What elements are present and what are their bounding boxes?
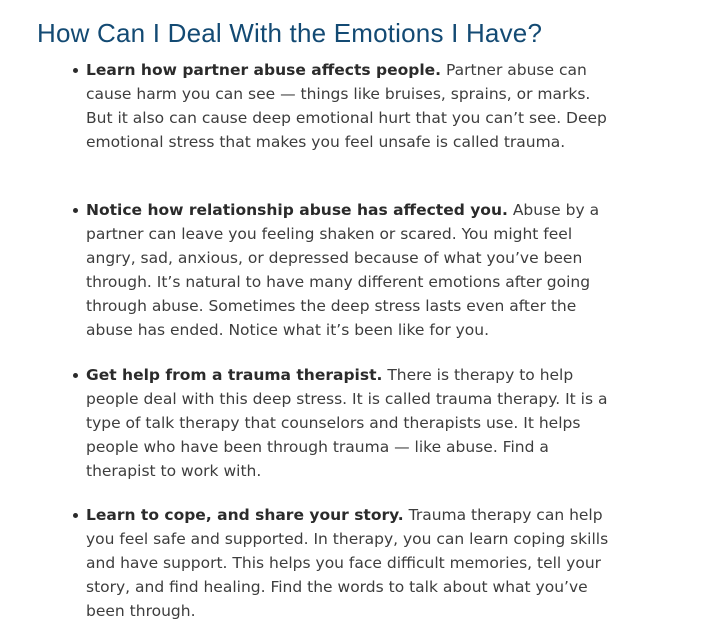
- item-body: Trauma therapy can help you feel safe and supported. In therapy, you can learn coping skills and have support. This helps you face difficult memories, tell your story, and find healing. Find the words to talk about what you’ve been through.: [86, 506, 609, 620]
- item-body: Abuse by a partner can leave you feeling shaken or scared. You might feel angry, sad, anxious, or depressed because of what you’ve been through. It’s natural to have many different emotions after going through abuse. Sometimes the deep stress lasts even after the abuse has ended. Notice what it’s been like for you.: [86, 201, 600, 339]
- item-body: There is therapy to help people deal with this deep stress. It is called trauma therapy. It is a type of talk therapy that counselors and therapists use. It helps people who have been through trauma — like abuse. Find a therapist to work with.: [86, 366, 608, 480]
- list-item: [86, 58, 616, 154]
- bullet-icon: [73, 373, 78, 378]
- item-lead: Learn to cope, and share your story.: [86, 506, 404, 524]
- bullet-icon: [73, 68, 78, 73]
- page-title: How Can I Deal With the Emotions I Have?: [37, 18, 543, 48]
- list-item: [86, 503, 616, 623]
- item-lead: Get help from a trauma therapist.: [86, 366, 383, 384]
- item-lead: Notice how relationship abuse has affected you.: [86, 201, 508, 219]
- list-item: [86, 363, 616, 483]
- list-item: [86, 198, 616, 342]
- bullet-icon: [73, 513, 78, 518]
- item-body: Partner abuse can cause harm you can see — things like bruises, sprains, or marks. But it also can cause deep emotional hurt that you can’t see. Deep emotional stress that makes you feel unsafe is called trauma.: [86, 61, 607, 151]
- item-lead: Learn how partner abuse affects people.: [86, 61, 442, 79]
- bullet-icon: [73, 208, 78, 213]
